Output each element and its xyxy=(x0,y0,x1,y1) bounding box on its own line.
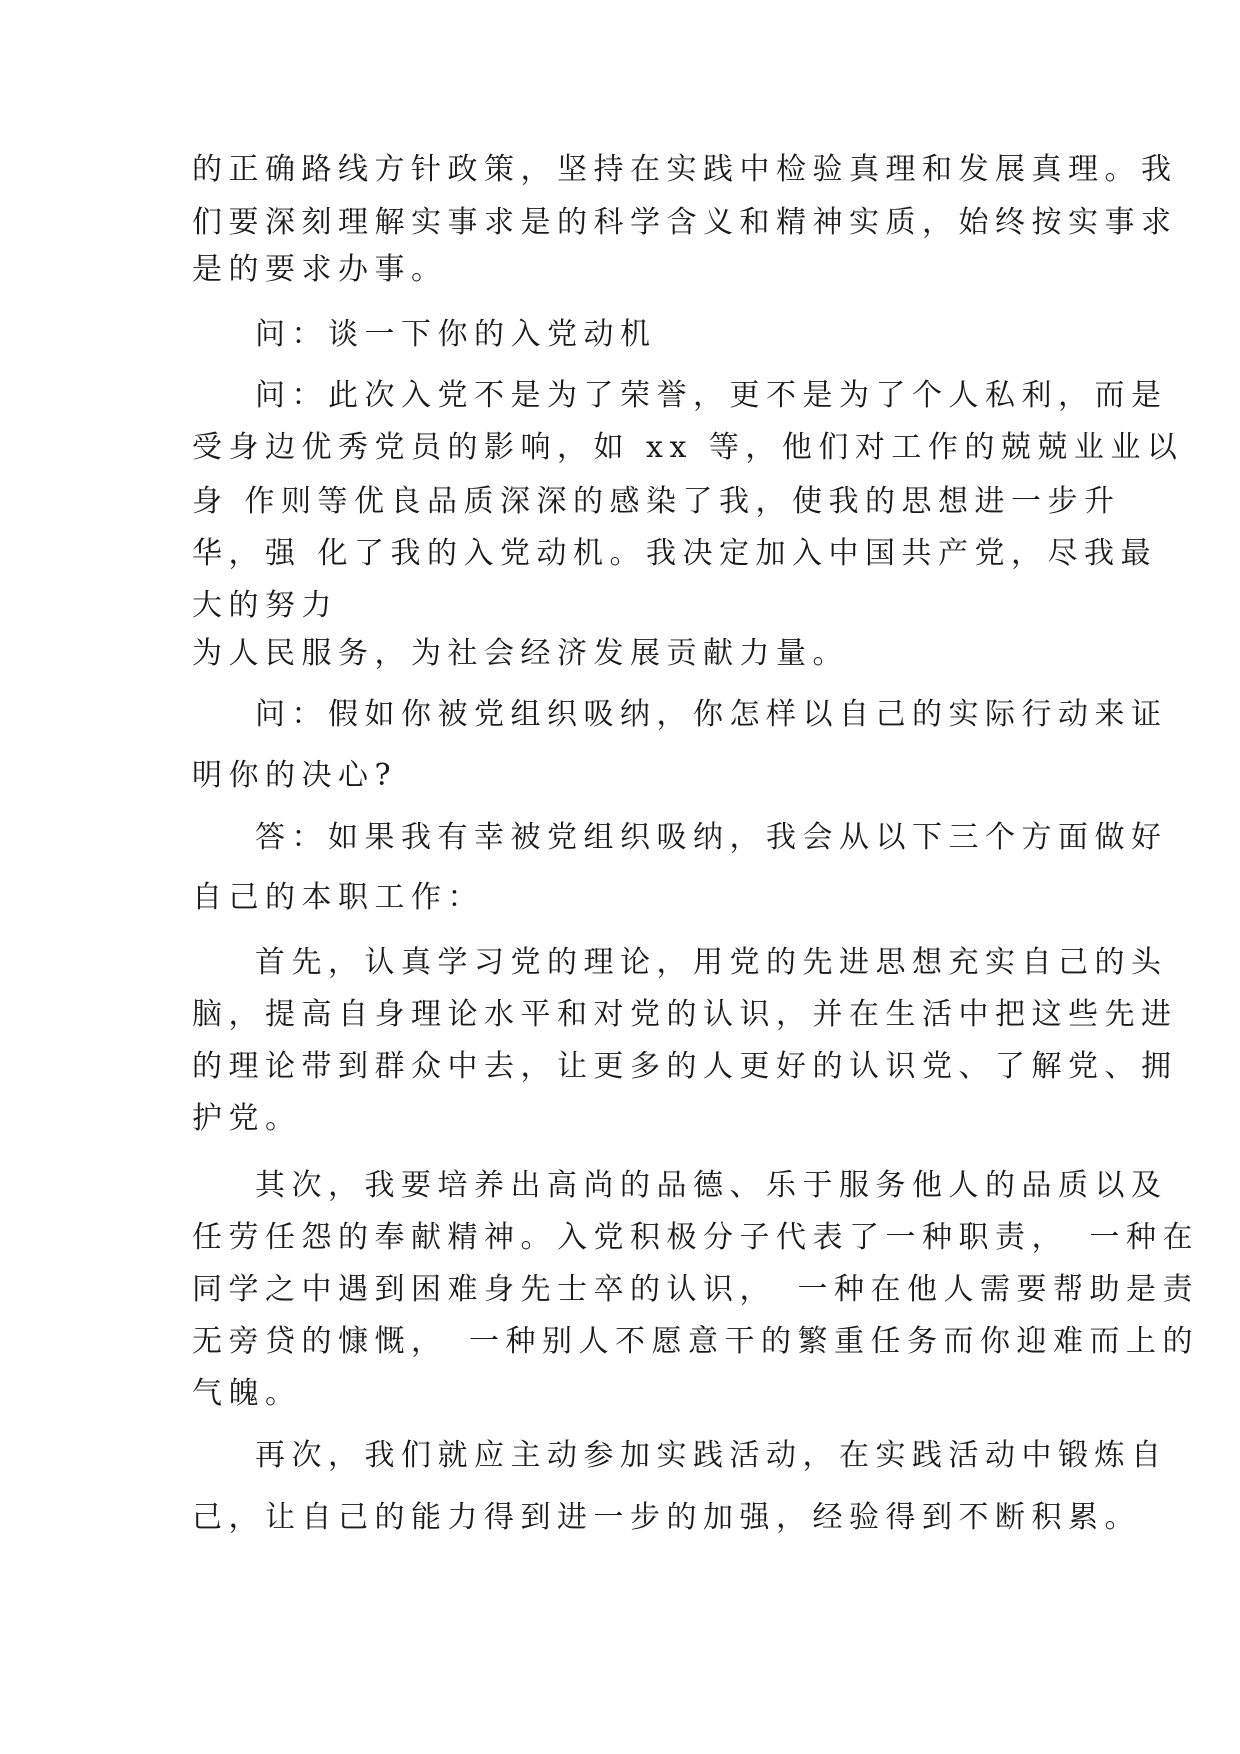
text-line: 同学之中遇到困难身先士卒的认识， 一种在他人需要帮助是责 xyxy=(192,1272,1199,1307)
text-line: 己，让自己的能力得到进一步的加强，经验得到不断积累。 xyxy=(192,1500,1141,1535)
text-line: 的正确路线方针政策，坚持在实践中检验真理和发展真理。我 xyxy=(192,152,1178,187)
text-line: 气魄。 xyxy=(192,1376,302,1411)
text-line: 明你的决心? xyxy=(192,758,398,793)
text-line: 是的要求办事。 xyxy=(192,252,448,287)
question-heading: 问：假如你被党组织吸纳，你怎样以自己的实际行动来证 xyxy=(255,697,1168,732)
text-line: 们要深刻理解实事求是的科学含义和精神实质，始终按实事求 xyxy=(192,205,1178,240)
text-line: 受身边优秀党员的影响，如 xx 等，他们对工作的兢兢业业以 xyxy=(192,430,1184,465)
text-line: 为人民服务，为社会经济发展贡献力量。 xyxy=(192,636,849,671)
text-line: 脑，提高自身理论水平和对党的认识，并在生活中把这些先进 xyxy=(192,997,1178,1032)
answer-heading: 答：如果我有幸被党组织吸纳，我会从以下三个方面做好 xyxy=(255,820,1168,855)
text-line: 自己的本职工作： xyxy=(192,880,484,915)
text-line: 大的努力 xyxy=(192,588,338,623)
question-heading: 问：谈一下你的入党动机 xyxy=(255,317,657,352)
text-line: 华，强 化了我的入党动机。我决定加入中国共产党，尽我最 xyxy=(192,536,1158,571)
text-line: 任劳任怨的奉献精神。入党积极分子代表了一种职责， 一种在 xyxy=(192,1220,1199,1255)
text-line: 的理论带到群众中去，让更多的人更好的认识党、了解党、拥 xyxy=(192,1049,1178,1084)
text-line: 首先，认真学习党的理论，用党的先进思想充实自己的头 xyxy=(255,945,1168,980)
text-line: 其次，我要培养出高尚的品德、乐于服务他人的品质以及 xyxy=(255,1168,1168,1203)
text-line: 再次，我们就应主动参加实践活动，在实践活动中锻炼自 xyxy=(255,1438,1168,1473)
text-line: 护党。 xyxy=(192,1101,302,1136)
text-line: 问：此次入党不是为了荣誉，更不是为了个人私利，而是 xyxy=(255,378,1168,413)
text-line: 无旁贷的慷慨， 一种别人不愿意干的繁重任务而你迎难而上的 xyxy=(192,1324,1199,1359)
text-line: 身 作则等优良品质深深的感染了我，使我的思想进一步升 xyxy=(192,484,1121,519)
